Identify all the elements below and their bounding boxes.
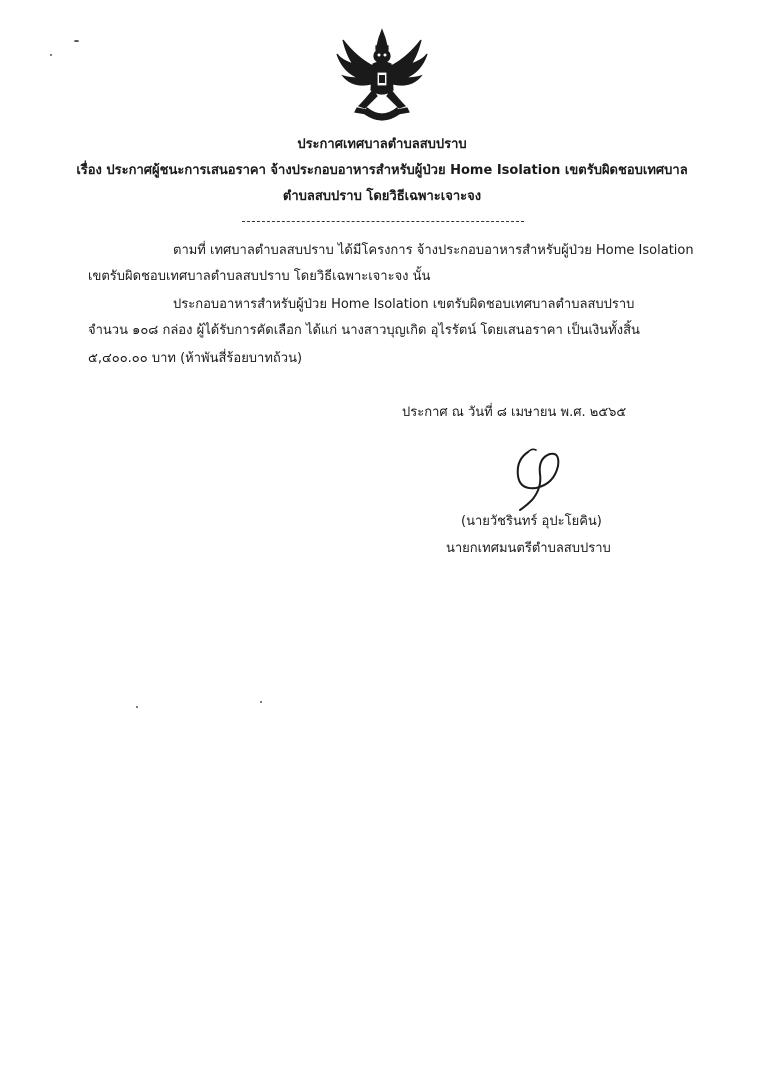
scan-speck [74, 40, 79, 42]
garuda-emblem-icon [333, 28, 431, 128]
document-subject-continued: ตำบลสบปราบ โดยวิธีเฉพาะเจาะจง [282, 189, 482, 204]
signatory-name: (นายวัชรินทร์ อุปะโยคิน) [461, 514, 602, 529]
heading-divider [242, 221, 524, 222]
body-paragraph-2-line-2: จำนวน ๑๐๘ กล่อง ผู้ได้รับการคัดเลือก ได้แก่ นางสาวบุญเกิด อุไรรัตน์ โดยเสนอราคา เป็นเงินทั้งสิ้น [88, 323, 640, 338]
scan-speck [260, 701, 262, 703]
scan-speck [136, 706, 138, 708]
scan-speck [50, 54, 52, 56]
body-paragraph-2-line-3: ๕,๔๐๐.๐๐ บาท (ห้าพันสี่ร้อยบาทถ้วน) [88, 351, 303, 366]
body-paragraph-2-line-1: ประกอบอาหารสำหรับผู้ป่วย Home Isolation เขตรับผิดชอบเทศบาลตำบลสบปราบ [173, 297, 635, 312]
body-paragraph-1-line-1: ตามที่ เทศบาลตำบลสบปราบ ได้มีโครงการ จ้างประกอบอาหารสำหรับผู้ป่วย Home Isolation [173, 243, 694, 258]
document-subject: เรื่อง ประกาศผู้ชนะการเสนอราคา จ้างประกอบอาหารสำหรับผู้ป่วย Home Isolation เขตรับผิดชอบเทศบาล [76, 163, 688, 178]
announcement-date: ประกาศ ณ วันที่ ๘ เมษายน พ.ศ. ๒๕๖๕ [402, 405, 627, 420]
document-heading: ประกาศเทศบาลตำบลสบปราบ [297, 137, 467, 152]
signatory-title: นายกเทศมนตรีตำบลสบปราบ [446, 541, 611, 556]
body-paragraph-1-line-2: เขตรับผิดชอบเทศบาลตำบลสบปราบ โดยวิธีเฉพาะเจาะจง นั้น [88, 269, 431, 284]
handwritten-signature-icon [508, 446, 568, 512]
